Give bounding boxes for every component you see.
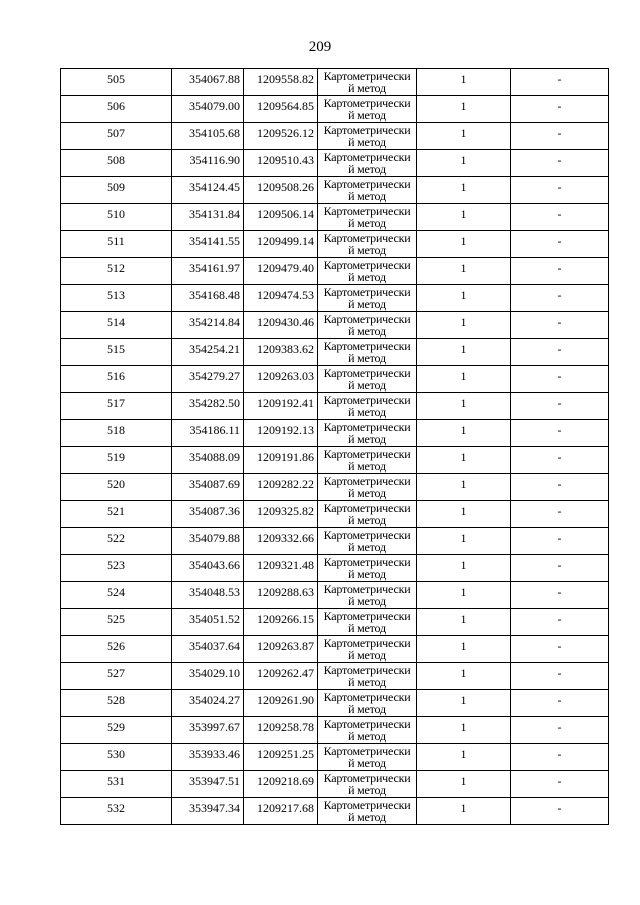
dash-cell: -	[511, 150, 609, 177]
y-coordinate-cell: 1209191.86	[244, 447, 318, 474]
x-coordinate-cell: 354048.53	[172, 582, 244, 609]
method-text-line1: Картометрически	[323, 744, 411, 758]
method-text-line2: й метод	[348, 756, 386, 770]
count-cell: 1	[417, 258, 511, 285]
dash-cell: -	[511, 123, 609, 150]
table-row	[61, 555, 609, 582]
method-cell	[318, 798, 417, 825]
point-number-cell: 525	[61, 609, 172, 636]
count-cell: 1	[417, 312, 511, 339]
dash-cell: -	[511, 501, 609, 528]
y-coordinate-cell: 1209263.87	[244, 636, 318, 663]
count-cell: 1	[417, 150, 511, 177]
table-row	[61, 285, 609, 312]
y-coordinate-cell: 1209430.46	[244, 312, 318, 339]
y-coordinate-cell: 1209282.22	[244, 474, 318, 501]
point-number-cell: 524	[61, 582, 172, 609]
method-cell	[318, 339, 417, 366]
method-text-line1: Картометрически	[323, 285, 411, 299]
method-text-line2: й метод	[348, 189, 386, 203]
method-cell	[318, 663, 417, 690]
count-cell: 1	[417, 204, 511, 231]
count-cell: 1	[417, 582, 511, 609]
method-cell	[318, 474, 417, 501]
table-row	[61, 258, 609, 285]
dash-cell: -	[511, 393, 609, 420]
x-coordinate-cell: 354067.88	[172, 69, 244, 96]
y-coordinate-cell: 1209261.90	[244, 690, 318, 717]
y-coordinate-cell: 1209479.40	[244, 258, 318, 285]
method-text-line2: й метод	[348, 810, 386, 824]
method-text-line1: Картометрически	[323, 771, 411, 785]
y-coordinate-cell: 1209510.43	[244, 150, 318, 177]
method-text-line2: й метод	[348, 513, 386, 527]
x-coordinate-cell: 354131.84	[172, 204, 244, 231]
method-text-line2: й метод	[348, 594, 386, 608]
count-cell: 1	[417, 69, 511, 96]
dash-cell: -	[511, 96, 609, 123]
method-cell	[318, 420, 417, 447]
dash-cell: -	[511, 555, 609, 582]
method-cell	[318, 555, 417, 582]
y-coordinate-cell: 1209499.14	[244, 231, 318, 258]
point-number-cell: 532	[61, 798, 172, 825]
table-row	[61, 177, 609, 204]
dash-cell: -	[511, 690, 609, 717]
point-number-cell: 517	[61, 393, 172, 420]
dash-cell: -	[511, 69, 609, 96]
dash-cell: -	[511, 285, 609, 312]
x-coordinate-cell: 353947.34	[172, 798, 244, 825]
method-text-line1: Картометрически	[323, 123, 411, 137]
method-cell	[318, 690, 417, 717]
method-text-line2: й метод	[348, 675, 386, 689]
table-row	[61, 474, 609, 501]
method-text-line2: й метод	[348, 405, 386, 419]
point-number-cell: 518	[61, 420, 172, 447]
count-cell: 1	[417, 177, 511, 204]
count-cell: 1	[417, 123, 511, 150]
count-cell: 1	[417, 339, 511, 366]
x-coordinate-cell: 353933.46	[172, 744, 244, 771]
dash-cell: -	[511, 204, 609, 231]
dash-cell: -	[511, 582, 609, 609]
y-coordinate-cell: 1209192.13	[244, 420, 318, 447]
table-row	[61, 366, 609, 393]
x-coordinate-cell: 354088.09	[172, 447, 244, 474]
x-coordinate-cell: 354051.52	[172, 609, 244, 636]
method-cell	[318, 312, 417, 339]
dash-cell: -	[511, 231, 609, 258]
method-text-line2: й метод	[348, 567, 386, 581]
dash-cell: -	[511, 258, 609, 285]
x-coordinate-cell: 354214.84	[172, 312, 244, 339]
x-coordinate-cell: 354161.97	[172, 258, 244, 285]
method-text-line1: Картометрически	[323, 339, 411, 353]
method-cell	[318, 231, 417, 258]
count-cell: 1	[417, 636, 511, 663]
y-coordinate-cell: 1209564.85	[244, 96, 318, 123]
point-number-cell: 529	[61, 717, 172, 744]
count-cell: 1	[417, 420, 511, 447]
page-number: 209	[308, 39, 332, 55]
count-cell: 1	[417, 609, 511, 636]
method-text-line1: Картометрически	[323, 636, 411, 650]
count-cell: 1	[417, 528, 511, 555]
point-number-cell: 508	[61, 150, 172, 177]
method-text-line2: й метод	[348, 459, 386, 473]
y-coordinate-cell: 1209526.12	[244, 123, 318, 150]
method-text-line1: Картометрически	[323, 150, 411, 164]
method-cell	[318, 123, 417, 150]
method-cell	[318, 393, 417, 420]
count-cell: 1	[417, 501, 511, 528]
count-cell: 1	[417, 717, 511, 744]
method-text-line1: Картометрически	[323, 366, 411, 380]
count-cell: 1	[417, 393, 511, 420]
table-row	[61, 447, 609, 474]
point-number-cell: 526	[61, 636, 172, 663]
y-coordinate-cell: 1209258.78	[244, 717, 318, 744]
method-text-line2: й метод	[348, 432, 386, 446]
y-coordinate-cell: 1209262.47	[244, 663, 318, 690]
table-row	[61, 123, 609, 150]
method-text-line1: Картометрически	[323, 474, 411, 488]
method-text-line2: й метод	[348, 648, 386, 662]
table-row	[61, 69, 609, 96]
method-cell	[318, 258, 417, 285]
dash-cell: -	[511, 663, 609, 690]
method-text-line2: й метод	[348, 702, 386, 716]
x-coordinate-cell: 354043.66	[172, 555, 244, 582]
x-coordinate-cell: 354124.45	[172, 177, 244, 204]
y-coordinate-cell: 1209508.26	[244, 177, 318, 204]
method-text-line1: Картометрически	[323, 663, 411, 677]
x-coordinate-cell: 354105.68	[172, 123, 244, 150]
dash-cell: -	[511, 420, 609, 447]
table-row	[61, 96, 609, 123]
method-text-line2: й метод	[348, 324, 386, 338]
method-text-line1: Картометрически	[323, 231, 411, 245]
table-row	[61, 582, 609, 609]
method-text-line1: Картометрически	[323, 609, 411, 623]
dash-cell: -	[511, 798, 609, 825]
method-cell	[318, 96, 417, 123]
count-cell: 1	[417, 771, 511, 798]
method-text-line1: Картометрически	[323, 501, 411, 515]
point-number-cell: 531	[61, 771, 172, 798]
point-number-cell: 528	[61, 690, 172, 717]
table-row	[61, 717, 609, 744]
y-coordinate-cell: 1209321.48	[244, 555, 318, 582]
y-coordinate-cell: 1209506.14	[244, 204, 318, 231]
count-cell: 1	[417, 798, 511, 825]
point-number-cell: 514	[61, 312, 172, 339]
method-cell	[318, 204, 417, 231]
method-text-line2: й метод	[348, 621, 386, 635]
method-text-line2: й метод	[348, 81, 386, 95]
point-number-cell: 507	[61, 123, 172, 150]
table-row	[61, 312, 609, 339]
count-cell: 1	[417, 96, 511, 123]
table-row	[61, 528, 609, 555]
method-text-line2: й метод	[348, 108, 386, 122]
point-number-cell: 511	[61, 231, 172, 258]
table-row	[61, 663, 609, 690]
x-coordinate-cell: 353947.51	[172, 771, 244, 798]
count-cell: 1	[417, 555, 511, 582]
method-cell	[318, 150, 417, 177]
point-number-cell: 522	[61, 528, 172, 555]
point-number-cell: 519	[61, 447, 172, 474]
method-cell	[318, 528, 417, 555]
dash-cell: -	[511, 717, 609, 744]
count-cell: 1	[417, 663, 511, 690]
method-cell	[318, 717, 417, 744]
table-row	[61, 393, 609, 420]
method-text-line1: Картометрически	[323, 798, 411, 812]
method-text-line1: Картометрически	[323, 312, 411, 326]
point-number-cell: 513	[61, 285, 172, 312]
method-text-line2: й метод	[348, 351, 386, 365]
dash-cell: -	[511, 366, 609, 393]
method-cell	[318, 582, 417, 609]
x-coordinate-cell: 354024.27	[172, 690, 244, 717]
point-number-cell: 506	[61, 96, 172, 123]
x-coordinate-cell: 354087.36	[172, 501, 244, 528]
method-text-line2: й метод	[348, 135, 386, 149]
y-coordinate-cell: 1209266.15	[244, 609, 318, 636]
y-coordinate-cell: 1209192.41	[244, 393, 318, 420]
method-text-line1: Картометрически	[323, 447, 411, 461]
y-coordinate-cell: 1209383.62	[244, 339, 318, 366]
method-cell	[318, 177, 417, 204]
method-cell	[318, 609, 417, 636]
coordinates-table-body	[61, 69, 609, 825]
method-cell	[318, 771, 417, 798]
method-cell	[318, 366, 417, 393]
dash-cell: -	[511, 636, 609, 663]
table-row	[61, 609, 609, 636]
method-cell	[318, 447, 417, 474]
coordinates-table	[60, 68, 609, 825]
count-cell: 1	[417, 447, 511, 474]
method-text-line1: Картометрически	[323, 555, 411, 569]
x-coordinate-cell: 354079.88	[172, 528, 244, 555]
point-number-cell: 512	[61, 258, 172, 285]
method-text-line1: Картометрически	[323, 177, 411, 191]
method-text-line2: й метод	[348, 378, 386, 392]
count-cell: 1	[417, 285, 511, 312]
count-cell: 1	[417, 690, 511, 717]
dash-cell: -	[511, 771, 609, 798]
y-coordinate-cell: 1209288.63	[244, 582, 318, 609]
dash-cell: -	[511, 447, 609, 474]
x-coordinate-cell: 354029.10	[172, 663, 244, 690]
x-coordinate-cell: 354254.21	[172, 339, 244, 366]
x-coordinate-cell: 354282.50	[172, 393, 244, 420]
table-row	[61, 771, 609, 798]
point-number-cell: 530	[61, 744, 172, 771]
dash-cell: -	[511, 609, 609, 636]
point-number-cell: 521	[61, 501, 172, 528]
x-coordinate-cell: 354279.27	[172, 366, 244, 393]
count-cell: 1	[417, 474, 511, 501]
table-row	[61, 798, 609, 825]
y-coordinate-cell: 1209217.68	[244, 798, 318, 825]
method-text-line2: й метод	[348, 270, 386, 284]
point-number-cell: 523	[61, 555, 172, 582]
method-cell	[318, 744, 417, 771]
dash-cell: -	[511, 474, 609, 501]
dash-cell: -	[511, 528, 609, 555]
y-coordinate-cell: 1209263.03	[244, 366, 318, 393]
table-row	[61, 339, 609, 366]
x-coordinate-cell: 354079.00	[172, 96, 244, 123]
method-cell	[318, 636, 417, 663]
method-text-line2: й метод	[348, 729, 386, 743]
x-coordinate-cell: 354037.64	[172, 636, 244, 663]
method-cell	[318, 501, 417, 528]
method-text-line1: Картометрически	[323, 204, 411, 218]
point-number-cell: 516	[61, 366, 172, 393]
table-row	[61, 420, 609, 447]
table-row	[61, 501, 609, 528]
x-coordinate-cell: 354116.90	[172, 150, 244, 177]
method-text-line2: й метод	[348, 297, 386, 311]
method-text-line2: й метод	[348, 243, 386, 257]
point-number-cell: 510	[61, 204, 172, 231]
y-coordinate-cell: 1209251.25	[244, 744, 318, 771]
method-cell	[318, 285, 417, 312]
method-text-line1: Картометрически	[323, 258, 411, 272]
method-text-line1: Картометрически	[323, 393, 411, 407]
x-coordinate-cell: 354087.69	[172, 474, 244, 501]
method-text-line2: й метод	[348, 486, 386, 500]
table-row	[61, 204, 609, 231]
y-coordinate-cell: 1209325.82	[244, 501, 318, 528]
x-coordinate-cell: 354141.55	[172, 231, 244, 258]
dash-cell: -	[511, 177, 609, 204]
y-coordinate-cell: 1209558.82	[244, 69, 318, 96]
method-text-line1: Картометрически	[323, 528, 411, 542]
method-text-line1: Картометрически	[323, 582, 411, 596]
x-coordinate-cell: 354186.11	[172, 420, 244, 447]
dash-cell: -	[511, 744, 609, 771]
count-cell: 1	[417, 744, 511, 771]
dash-cell: -	[511, 339, 609, 366]
point-number-cell: 509	[61, 177, 172, 204]
y-coordinate-cell: 1209332.66	[244, 528, 318, 555]
point-number-cell: 527	[61, 663, 172, 690]
table-row	[61, 690, 609, 717]
method-text-line2: й метод	[348, 216, 386, 230]
x-coordinate-cell: 354168.48	[172, 285, 244, 312]
table-row	[61, 744, 609, 771]
y-coordinate-cell: 1209474.53	[244, 285, 318, 312]
method-text-line2: й метод	[348, 162, 386, 176]
dash-cell: -	[511, 312, 609, 339]
point-number-cell: 515	[61, 339, 172, 366]
table-row	[61, 636, 609, 663]
point-number-cell: 520	[61, 474, 172, 501]
method-text-line1: Картометрически	[323, 69, 411, 83]
table-row	[61, 150, 609, 177]
method-text-line1: Картометрически	[323, 96, 411, 110]
count-cell: 1	[417, 231, 511, 258]
method-text-line1: Картометрически	[323, 717, 411, 731]
method-text-line1: Картометрически	[323, 690, 411, 704]
count-cell: 1	[417, 366, 511, 393]
method-text-line2: й метод	[348, 783, 386, 797]
x-coordinate-cell: 353997.67	[172, 717, 244, 744]
method-text-line2: й метод	[348, 540, 386, 554]
point-number-cell: 505	[61, 69, 172, 96]
method-text-line1: Картометрически	[323, 420, 411, 434]
y-coordinate-cell: 1209218.69	[244, 771, 318, 798]
table-row	[61, 231, 609, 258]
method-cell	[318, 69, 417, 96]
